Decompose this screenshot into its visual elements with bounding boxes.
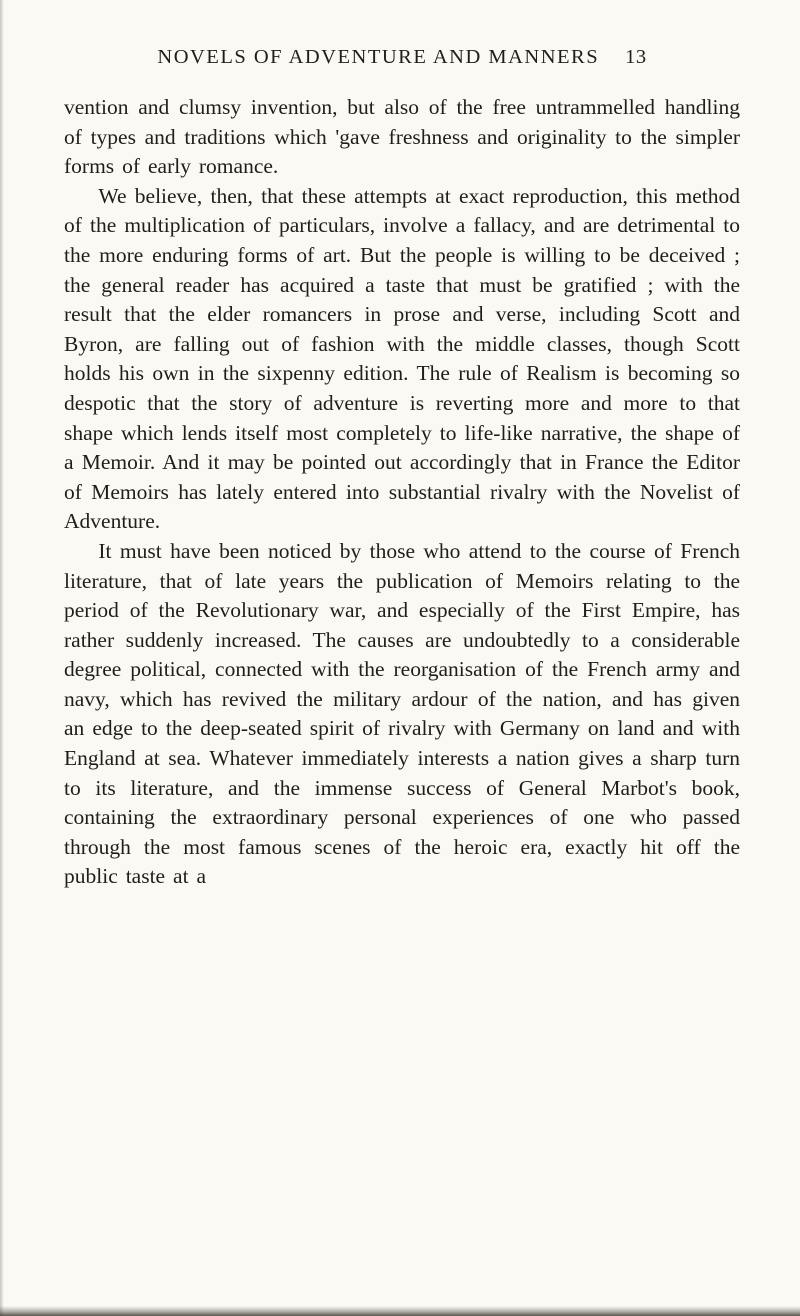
scan-edge-left	[0, 0, 4, 1316]
running-head	[64, 46, 740, 69]
running-head-title: NOVELS OF ADVENTURE AND MANNERS	[157, 46, 600, 68]
paragraph: We believe, then, that these attempts at exact reproduction, this method of the multiplication of particulars, involve a fallacy, and are detrimental to the more enduring forms of art. But the people is willing to be deceived ; the general reader has acquired a taste that must be gratified ; with the result that the elder romancers in prose and verse, including Scott and Byron, are falling out of fashion with the middle classes, though Scott holds his own in the sixpenny edition. The rule of Realism is becoming so despotic that the story of adventure is reverting more and more to that shape which lends itself most completely to life-like narrative, the shape of a Memoir. And it may be pointed out accordingly that in France the Editor of Memoirs has lately entered into substantial rivalry with the Novelist of Adventure.	[64, 183, 740, 534]
scan-edge-bottom	[0, 1306, 800, 1316]
page-number: 13	[625, 46, 647, 68]
page-body	[64, 93, 740, 892]
paragraph: It must have been noticed by those who attend to the course of French literature, that of late years the publication of Memoirs relating to the period of the Revolutionary war, and especially of the First Empire, has rather suddenly increased. The causes are undoubtedly to a considerable degree political, connected with the reorganisation of the French army and navy, which has revived the military ardour of the nation, and has given an edge to the deep-seated spirit of rivalry with Germany on land and with England at sea. Whatever immediately interests a nation gives a sharp turn to its literature, and the immense success of General Marbot's book, containing the extraordinary personal experiences of one who passed through the most famous scenes of the heroic era, exactly hit off the public taste at a	[64, 538, 740, 889]
paragraph-continuation: vention and clumsy invention, but also of the free untrammelled handling of types and traditions which 'gave freshness and originality to the simpler forms of early romance.	[64, 95, 740, 179]
